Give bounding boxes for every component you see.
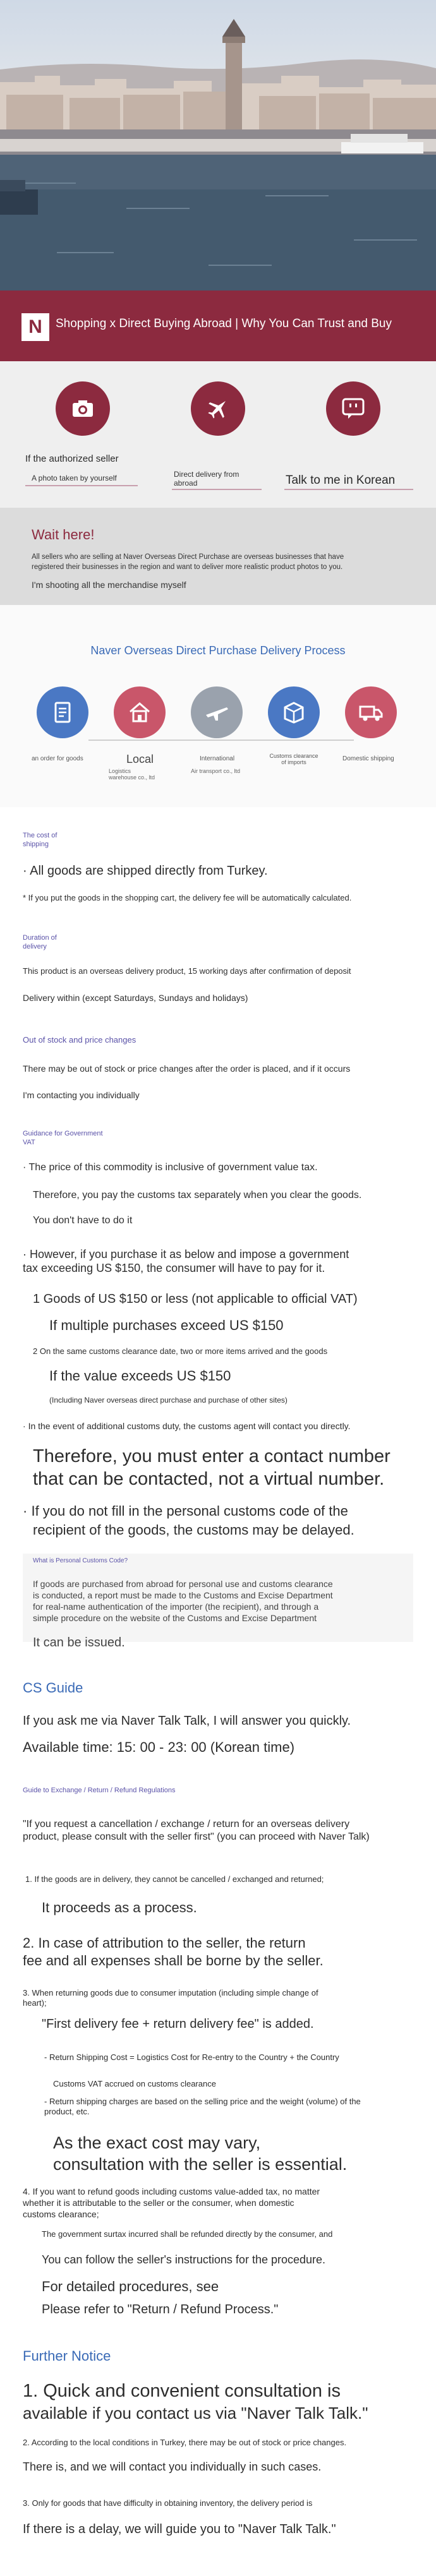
step-label: Local bbox=[126, 753, 154, 765]
cost-text: If you put the goods in the shopping cart, the delivery fee will be automatically calculated. bbox=[28, 893, 352, 902]
vat-list-item: 1 Goods of US $150 or less (not applicable to official VAT) bbox=[33, 1292, 358, 1306]
section-heading: Guidance for Government bbox=[23, 1130, 103, 1137]
home-icon bbox=[114, 686, 166, 738]
customs-code-warning: recipient of the goods, the customs may be delayed. bbox=[33, 1522, 354, 1538]
step-label: International bbox=[200, 755, 235, 762]
notice-text: available if you contact us via "Naver Talk Talk." bbox=[23, 2404, 368, 2423]
feature-subtitle: Direct delivery from abroad bbox=[174, 470, 239, 488]
notice-text: 2. According to the local conditions in Turkey, there may be out of stock or price changes. bbox=[23, 2438, 347, 2447]
airplane-icon bbox=[191, 381, 245, 436]
vat-text: · In the event of additional customs duty, the customs agent will contact you directly. bbox=[23, 1421, 351, 1431]
naver-logo: N bbox=[21, 313, 49, 341]
cs-text: Available time: 15: 00 - 23: 00 (Korean time) bbox=[23, 1739, 295, 1755]
process-title: Naver Overseas Direct Purchase Delivery Process bbox=[90, 644, 346, 657]
exchange-rule: The government surtax incurred shall be refunded directly by the consumer, and bbox=[42, 2229, 333, 2239]
cs-heading: CS Guide bbox=[23, 1680, 83, 1696]
step-label: Customs clearance of imports bbox=[269, 753, 318, 765]
exchange-rule: 3. When returning goods due to consumer imputation (including simple change of bbox=[23, 1988, 318, 1998]
exchange-rule: customs clearance; bbox=[23, 2209, 99, 2219]
vat-line: The price of this commodity is inclusive of government value tax. bbox=[28, 1162, 318, 1173]
pcc-text: It can be issued. bbox=[33, 1636, 125, 1650]
vat-line: If you do not fill in the personal customs code of the bbox=[31, 1503, 348, 1519]
customs-code-warning: · If you do not fill in the personal customs code of the bbox=[23, 1503, 348, 1519]
notice-text: 1. Quick and convenient consultation is bbox=[23, 2381, 341, 2401]
vat-line: In the event of additional customs duty, the customs agent will contact you directly. bbox=[28, 1421, 351, 1431]
vat-text: Therefore, you pay the customs tax separately when you clear the goods. bbox=[33, 1190, 362, 1201]
vat-line: However, if you purchase it as below and impose a government bbox=[30, 1248, 349, 1261]
exchange-rule: Please refer to "Return / Refund Process." bbox=[42, 2303, 279, 2316]
feature-subtitle: A photo taken by yourself bbox=[32, 474, 117, 482]
section-heading: VAT bbox=[23, 1139, 35, 1146]
divider bbox=[284, 489, 413, 490]
wait-body: I'm shooting all the merchandise myself bbox=[32, 580, 186, 590]
notice-text: 3. Only for goods that have difficulty in obtaining inventory, the delivery period is bbox=[23, 2498, 313, 2508]
exchange-rule: "First delivery fee + return delivery fee" is added. bbox=[42, 2017, 314, 2031]
step-sublabel: Air transport co., ltd bbox=[191, 768, 241, 774]
exchange-rule: - Return Shipping Cost = Logistics Cost for Re-entry to the Country + the Country bbox=[44, 2052, 339, 2062]
box-icon bbox=[268, 686, 320, 738]
section-heading: Guide to Exchange / Return / Refund Regulations bbox=[23, 1787, 176, 1794]
exchange-rule: heart); bbox=[23, 1998, 47, 2008]
chat-icon bbox=[326, 381, 380, 436]
section-heading: The cost of bbox=[23, 832, 58, 839]
step-sublabel: Logistics warehouse co., ltd bbox=[109, 768, 155, 781]
vat-text: You don't have to do it bbox=[33, 1215, 133, 1226]
section-heading: Duration of bbox=[23, 934, 57, 942]
section-heading: shipping bbox=[23, 841, 49, 848]
feature-subtitle: Talk to me in Korean bbox=[286, 474, 396, 487]
pcc-text: simple procedure on the website of the Customs and Excise Department bbox=[33, 1613, 317, 1623]
banner-title: Shopping x Direct Buying Abroad | Why You Can Trust and Buy bbox=[56, 317, 392, 330]
pcc-heading: What is Personal Customs Code? bbox=[33, 1557, 128, 1564]
vat-text: · The price of this commodity is inclusive of government value tax. bbox=[23, 1162, 318, 1173]
order-icon bbox=[37, 686, 88, 738]
camera-icon bbox=[56, 381, 110, 436]
divider bbox=[172, 489, 262, 490]
exchange-rule: 4. If you want to refund goods including customs value-added tax, no matter bbox=[23, 2186, 320, 2196]
exchange-rule: 2. In case of attribution to the seller, the return bbox=[23, 1935, 306, 1951]
cost-warning: As the exact cost may vary, bbox=[53, 2133, 261, 2152]
city-skyline-image bbox=[0, 0, 436, 291]
exchange-rule: whether it is attributable to the seller or the consumer, when domestic bbox=[23, 2198, 294, 2208]
truck-icon bbox=[345, 686, 397, 738]
cost-text: All goods are shipped directly from Turkey. bbox=[30, 864, 268, 878]
process-line bbox=[88, 740, 354, 741]
cost-warning: consultation with the seller is essential. bbox=[53, 2155, 348, 2174]
feature-title: If the authorized seller bbox=[25, 453, 119, 464]
pcc-text: for real-name authentication of the importer (the recipient), and through a bbox=[33, 1602, 319, 1612]
stock-text: There may be out of stock or price changes after the order is placed, and if it occurs bbox=[23, 1063, 351, 1074]
section-heading: Out of stock and price changes bbox=[23, 1035, 136, 1045]
exchange-rule: It proceeds as a process. bbox=[42, 1900, 197, 1915]
duration-text: This product is an overseas delivery product, 15 working days after confirmation of deposit bbox=[23, 966, 351, 976]
duration-text: Delivery within (except Saturdays, Sundays and holidays) bbox=[23, 993, 248, 1003]
step-label: an order for goods bbox=[32, 755, 83, 762]
cost-line: · All goods are shipped directly from Turkey. bbox=[23, 864, 268, 878]
notice-box bbox=[0, 508, 436, 605]
step-label: Domestic shipping bbox=[342, 755, 394, 762]
vat-list-item: 2 On the same customs clearance date, two or more items arrived and the goods bbox=[33, 1346, 328, 1356]
exchange-text: product, please consult with the seller first" (you can proceed with Naver Talk) bbox=[23, 1831, 370, 1842]
exchange-rule: product, etc. bbox=[44, 2107, 90, 2116]
stock-text: I'm contacting you individually bbox=[23, 1090, 140, 1100]
vat-text: · However, if you purchase it as below and impose a government bbox=[23, 1248, 349, 1261]
notice-text: If there is a delay, we will guide you to "Naver Talk Talk." bbox=[23, 2522, 336, 2536]
contact-warning: that can be contacted, not a virtual number. bbox=[33, 1469, 385, 1489]
exchange-rule: 1. If the goods are in delivery, they cannot be cancelled / exchanged and returned; bbox=[25, 1874, 324, 1884]
wait-body: registered their businesses in the region and want to deliver more realistic product photos to you. bbox=[32, 563, 343, 571]
notice-heading: Further Notice bbox=[23, 2348, 111, 2364]
exchange-rule: - Return shipping charges are based on the selling price and the weight (volume) of the bbox=[44, 2097, 361, 2106]
vat-list-item: If multiple purchases exceed US $150 bbox=[49, 1317, 284, 1333]
wait-title: Wait here! bbox=[32, 527, 95, 542]
hero-photo bbox=[0, 0, 436, 291]
exchange-rule: fee and all expenses shall be borne by the seller. bbox=[23, 1953, 324, 1968]
vat-list-item: (Including Naver overseas direct purchase and purchase of other sites) bbox=[49, 1396, 288, 1405]
title-banner bbox=[0, 291, 436, 361]
notice-text: There is, and we will contact you individually in such cases. bbox=[23, 2460, 322, 2473]
vat-list-item: If the value exceeds US $150 bbox=[49, 1368, 231, 1384]
exchange-text: "If you request a cancellation / exchange / return for an overseas delivery bbox=[23, 1819, 350, 1830]
exchange-rule: Customs VAT accrued on customs clearance bbox=[53, 2079, 216, 2088]
section-heading: delivery bbox=[23, 943, 47, 950]
exchange-rule: For detailed procedures, see bbox=[42, 2279, 219, 2294]
exchange-rule: You can follow the seller's instructions for the procedure. bbox=[42, 2253, 326, 2266]
contact-warning: Therefore, you must enter a contact number bbox=[33, 1446, 391, 1466]
features-section bbox=[0, 361, 436, 508]
wait-body: All sellers who are selling at Naver Overseas Direct Purchase are overseas businesses that have bbox=[32, 553, 344, 561]
vat-text: tax exceeding US $150, the consumer will have to pay for it. bbox=[23, 1262, 325, 1274]
cost-line: * If you put the goods in the shopping cart, the delivery fee will be automatically calculated. bbox=[23, 893, 352, 902]
pcc-text: is conducted, a report must be made to the Customs and Excise Department bbox=[33, 1590, 333, 1600]
cs-text: If you ask me via Naver Talk Talk, I will answer you quickly. bbox=[23, 1714, 351, 1728]
plane-icon bbox=[191, 686, 243, 738]
pcc-text: If goods are purchased from abroad for personal use and customs clearance bbox=[33, 1579, 333, 1589]
divider bbox=[25, 485, 138, 486]
